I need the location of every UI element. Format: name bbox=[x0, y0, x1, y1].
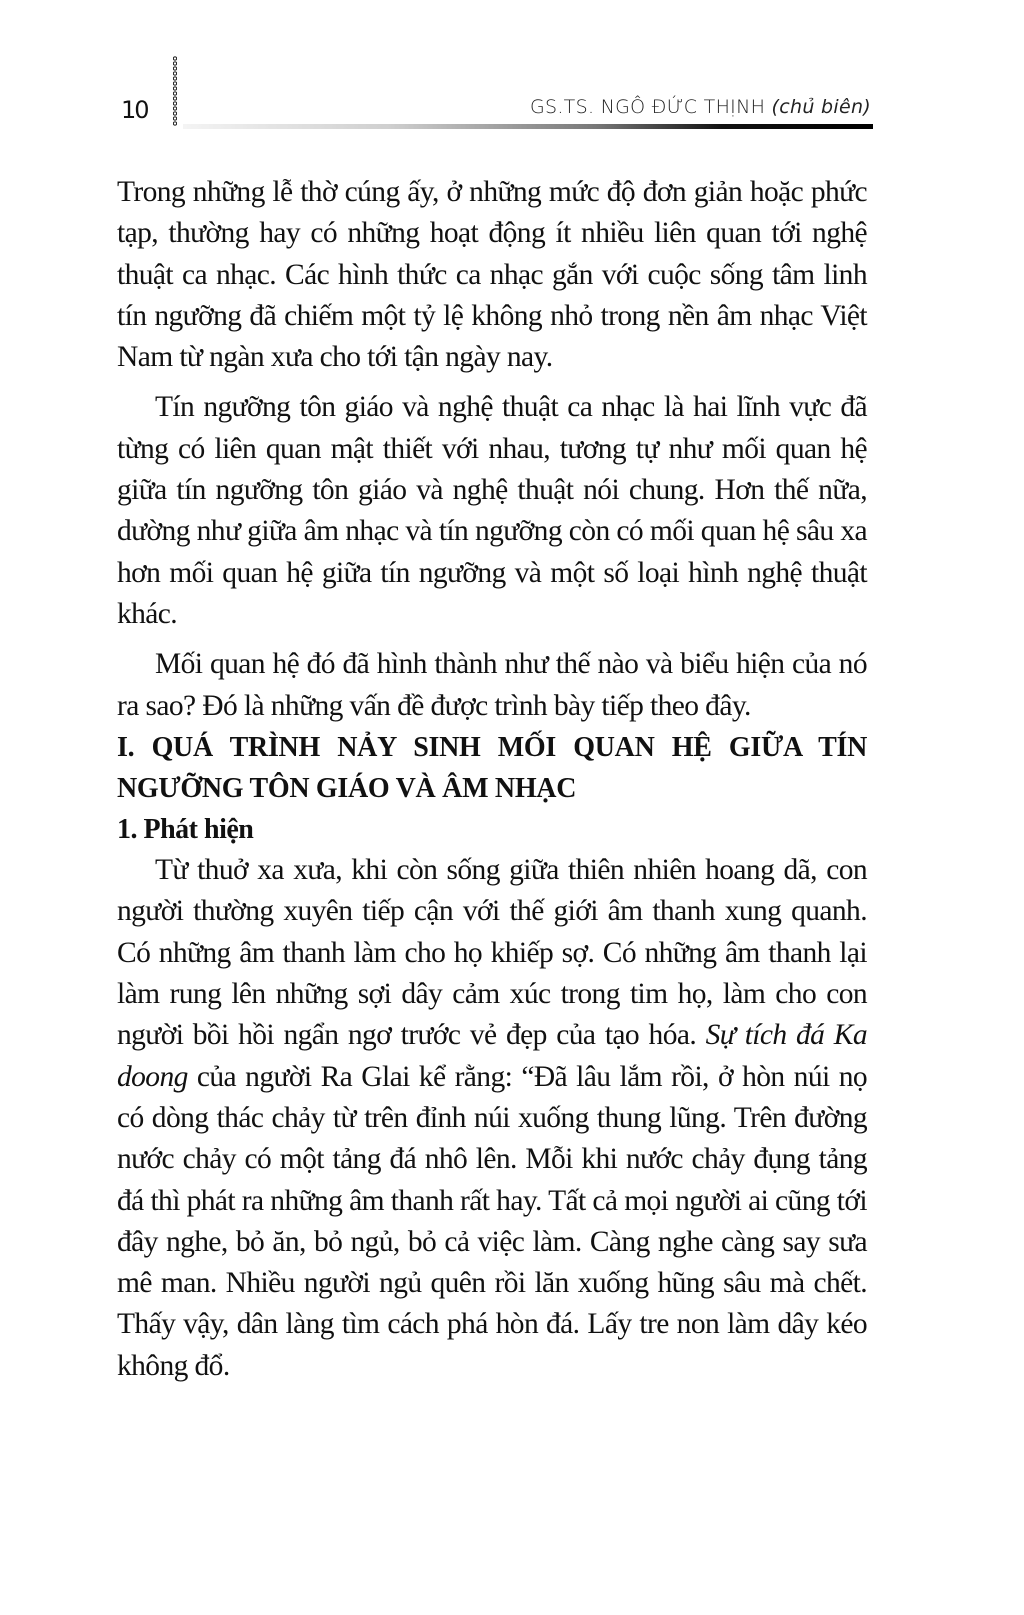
story-title: Sự tích đá Ka doong bbox=[117, 1019, 867, 1093]
author-role: (chủ biên) bbox=[771, 96, 871, 118]
paragraph: Trong những lễ thờ cúng ấy, ở những mức độ đơn giản hoặc phức tạp, thường hay có những hoạt động ít nhiều liên quan tới nghệ thuật ca nhạc. Các hình thức ca nhạc gắn với cuộc sống tâm linh tín ngưỡng đã chiếm một tỷ lệ không nhỏ trong nền âm nhạc Việt Nam từ ngàn xưa cho tới tận ngày nay. bbox=[117, 176, 867, 374]
subsection-heading: 1. Phát hiện bbox=[117, 813, 254, 845]
paragraph: Mối quan hệ đó đã hình thành như thế nào và biểu hiện của nó ra sao? Đó là những vấn đề được trình bày tiếp theo đây. bbox=[117, 648, 867, 722]
paragraph-text: Từ thuở xa xưa, khi còn sống giữa thiên nhiên hoang dã, con người thường xuyên tiếp cận với thế giới âm thanh xung quanh. Có những âm thanh làm cho họ khiếp sợ. Có những âm thanh lại làm rung lên những sợi dây cảm xúc trong tim họ, làm cho con người bồi hồi ngẩn ngơ trước vẻ đẹp của tạo hóa. bbox=[117, 854, 867, 1052]
body-text bbox=[117, 172, 867, 1387]
author-line bbox=[530, 96, 871, 118]
page-number: 10 bbox=[121, 96, 148, 124]
decorative-chain-divider bbox=[173, 56, 177, 126]
section-heading: I. QUÁ TRÌNH NẢY SINH MỐI QUAN HỆ GIỮA TÍN NGƯỠNG TÔN GIÁO VÀ ÂM NHẠC bbox=[117, 731, 867, 804]
author-name: GS.TS. NGÔ ĐỨC THỊNH bbox=[529, 96, 766, 118]
paragraph: Tín ngưỡng tôn giáo và nghệ thuật ca nhạc là hai lĩnh vực đã từng có liên quan mật thiết với nhau, tương tự như mối quan hệ giữa tín ngưỡng tôn giáo và nghệ thuật nói chung. Hơn thế nữa, dường như giữa âm nhạc và tín ngưỡng còn có mối quan hệ sâu xa hơn mối quan hệ giữa tín ngưỡng và một số loại hình nghệ thuật khác. bbox=[117, 391, 867, 630]
paragraph bbox=[117, 850, 867, 1387]
running-header bbox=[113, 52, 873, 132]
paragraph-text: của người Ra Glai kể rằng: “Đã lâu lắm rồi, ở hòn núi nọ có dòng thác chảy từ trên đỉnh núi xuống thung lũng. Trên đường nước chảy có một tảng đá nhô lên. Mỗi khi nước chảy đụng tảng đá thì phát ra những âm thanh rất hay. Tất cả mọi người ai cũng tới đây nghe, bỏ ăn, bỏ ngủ, bỏ cả việc làm. Càng nghe càng say sưa mê man. Nhiều người ngủ quên rồi lăn xuống hũng sâu mà chết. Thấy vậy, dân làng tìm cách phá hòn đá. Lấy tre non làm dây kéo không đổ. bbox=[117, 1060, 867, 1382]
header-gradient-rule bbox=[183, 124, 873, 129]
